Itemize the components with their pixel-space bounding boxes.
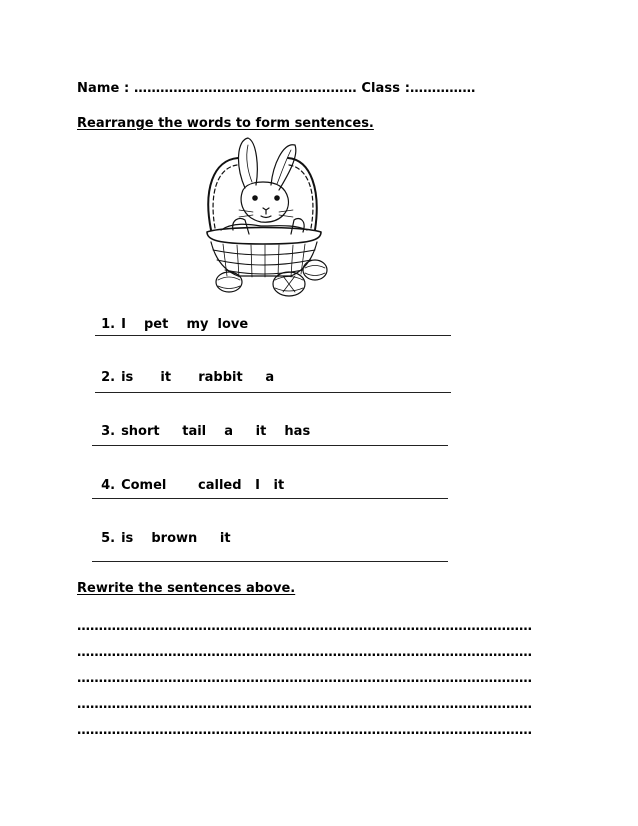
sentence-item [92, 516, 231, 546]
answer-line[interactable] [92, 561, 448, 562]
item-number: 1. [101, 317, 116, 332]
sentence-item [92, 355, 274, 385]
item-number: 5. [101, 531, 116, 546]
instruction-rearrange: Rearrange the words to form sentences. [77, 116, 374, 131]
answer-line[interactable] [92, 445, 448, 446]
class-field[interactable]: …………… [410, 81, 476, 96]
item-number: 2. [101, 370, 116, 385]
rewrite-line[interactable]: …………………………………………………………………………………………… [77, 619, 532, 634]
class-label: Class : [361, 81, 410, 96]
rewrite-line[interactable]: …………………………………………………………………………………………… [77, 645, 532, 660]
answer-line[interactable] [95, 335, 451, 336]
item-words: is brown it [121, 531, 231, 546]
item-number: 3. [101, 424, 116, 439]
rabbit-basket-illustration [193, 130, 333, 300]
item-words: I pet my love [121, 317, 249, 332]
rewrite-line[interactable]: …………………………………………………………………………………………… [77, 723, 532, 738]
instruction-rewrite: Rewrite the sentences above. [77, 581, 296, 596]
name-field[interactable]: …………………………………………… [133, 81, 357, 96]
sentence-item [92, 409, 310, 439]
item-words: Comel called I it [121, 478, 285, 493]
item-words: short tail a it has [121, 424, 311, 439]
item-number: 4. [101, 478, 116, 493]
answer-line[interactable] [95, 392, 451, 393]
item-words: is it rabbit a [121, 370, 275, 385]
rewrite-line[interactable]: …………………………………………………………………………………………… [77, 697, 532, 712]
answer-line[interactable] [92, 498, 448, 499]
name-label: Name : [77, 81, 130, 96]
rewrite-line[interactable]: …………………………………………………………………………………………… [77, 671, 532, 686]
name-class-line [77, 81, 476, 96]
sentence-item [92, 463, 284, 493]
sentence-item [92, 302, 248, 332]
